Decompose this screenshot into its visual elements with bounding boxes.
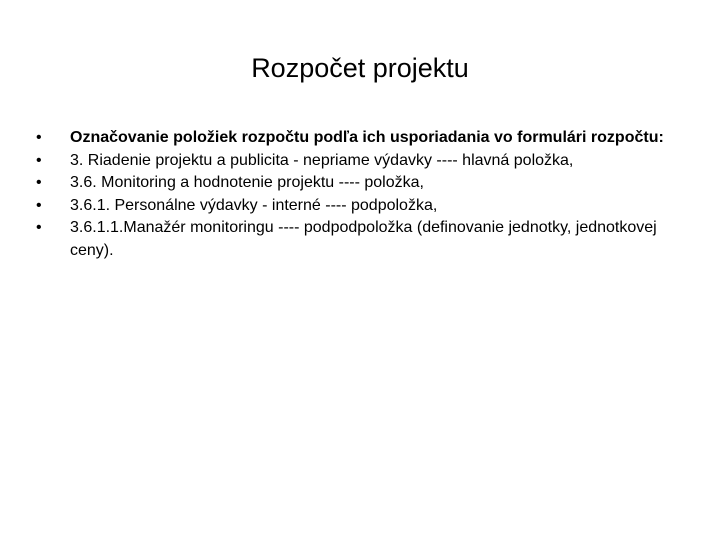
bullet-icon: • bbox=[36, 151, 42, 169]
bullet-icon: • bbox=[36, 196, 42, 214]
bullet-list bbox=[36, 127, 676, 262]
bullet-text: Označovanie položiek rozpočtu podľa ich usporiadania vo formulári rozpočtu: bbox=[70, 129, 664, 146]
bullet-item-heading bbox=[36, 127, 676, 150]
slide-title: Rozpočet projektu bbox=[251, 53, 469, 83]
bullet-icon: • bbox=[36, 174, 42, 191]
bullet-text: 3.6. Monitoring a hodnotenie projektu ---- položka, bbox=[70, 174, 424, 191]
bullet-text: 3.6.1.1.Manažér monitoringu ---- podpodpoložka (definovanie jednotky, jednotkovej ceny). bbox=[70, 219, 657, 259]
bullet-icon: • bbox=[36, 129, 42, 146]
bullet-item-subsubitem bbox=[36, 217, 676, 262]
bullet-item-subitem bbox=[36, 195, 676, 218]
bullet-text: 3.6.1. Personálne výdavky - interné ---- podpoložka, bbox=[70, 196, 438, 214]
bullet-icon: • bbox=[36, 219, 42, 236]
bullet-item-item bbox=[36, 172, 676, 195]
bullet-item-main-item bbox=[36, 150, 676, 173]
bullet-text: 3. Riadenie projektu a publicita - nepriame výdavky ---- hlavná položka, bbox=[70, 151, 574, 169]
